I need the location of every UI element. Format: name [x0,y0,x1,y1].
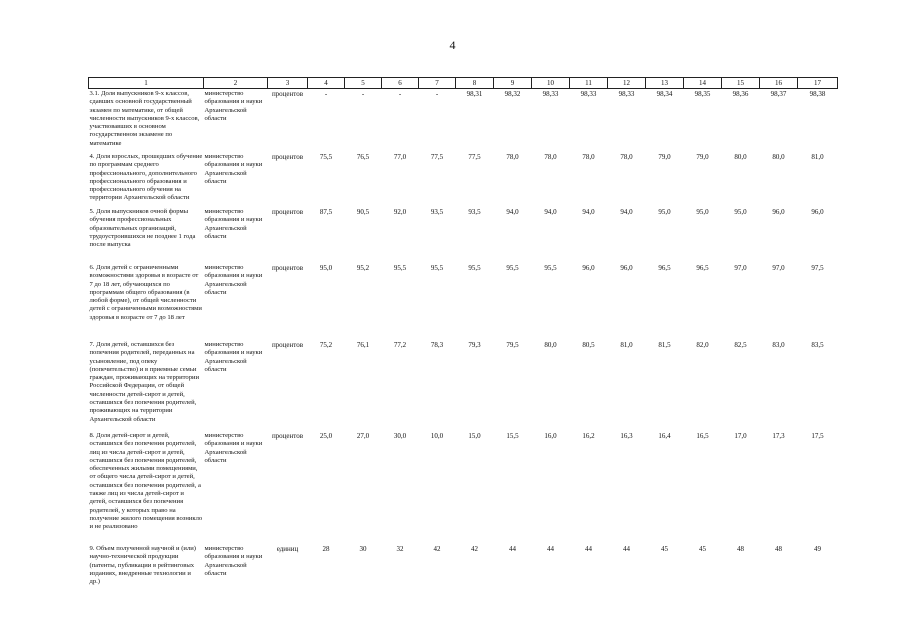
value-cell: 83,5 [811,341,824,349]
header-cell: 3 [268,78,308,89]
header-cell: 16 [760,78,798,89]
unit-cell: процентов [271,341,304,349]
indicators-table [88,77,838,597]
header-cell: 1 [89,78,204,89]
value-cell: 97,0 [772,264,785,272]
value-cell: 82,0 [696,341,709,349]
table-row [89,152,838,207]
value-cell: 76,1 [356,341,370,349]
value-cell: 95,5 [430,264,444,272]
unit-cell: процентов [271,208,304,216]
unit-cell: процентов [271,90,304,98]
value-cell: 79,0 [696,153,709,161]
value-cell: 95,5 [544,264,557,272]
value-cell: 30 [359,545,367,553]
value-cell: 93,5 [430,208,444,216]
table-row [89,544,838,597]
responsible-ministry: министерство образования и науки Архангельской области [204,545,263,577]
value-cell: 87,5 [319,208,333,216]
value-cell: 98,37 [770,90,787,98]
value-cell: 95,0 [658,208,671,216]
value-cell: 77,5 [430,153,444,161]
value-cell: 96,0 [811,208,824,216]
value-cell: 93,5 [468,208,481,216]
header-cell: 17 [798,78,838,89]
value-cell: 17,0 [734,432,747,440]
value-cell: 96,0 [582,264,595,272]
value-cell: 97,0 [734,264,747,272]
header-cell: 7 [419,78,456,89]
value-cell: 78,3 [430,341,444,349]
table-row [89,263,838,340]
indicator-name: 6. Доля детей с ограниченными возможностями здоровья в возрасте от 7 до 18 лет, обучающихся по программам общего образования (в любой форме), от общей численности детей с ограниченными возможностями здоровья в возрасте от 7 до 18 лет [89,264,202,321]
value-cell: 77,2 [393,341,407,349]
header-cell: 6 [382,78,419,89]
value-cell: 42 [433,545,441,553]
responsible-ministry: министерство образования и науки Архангельской области [204,208,263,240]
indicator-name: 4. Доля взрослых, прошедших обучение по программам среднего профессионального, дополнительного профессионального образования и профессионального обучения на территории Архангельской области [89,153,203,202]
value-cell: 95,5 [468,264,481,272]
header-cell: 11 [570,78,608,89]
value-cell: - [435,90,439,98]
value-cell: 98,33 [618,90,635,98]
value-cell: 81,0 [620,341,633,349]
value-cell: 32 [396,545,404,553]
value-cell: 95,0 [319,264,333,272]
value-cell: 44 [509,545,516,553]
value-cell: 82,5 [734,341,747,349]
value-cell: 78,0 [506,153,519,161]
table-row [89,89,838,153]
value-cell: 17,5 [811,432,824,440]
value-cell: 76,5 [356,153,370,161]
value-cell: 80,0 [544,341,557,349]
value-cell: 25,0 [319,432,333,440]
value-cell: 98,33 [542,90,559,98]
value-cell: 44 [585,545,592,553]
header-cell: 15 [722,78,760,89]
value-cell: 10,0 [430,432,444,440]
value-cell: 49 [814,545,821,553]
header-row [89,78,838,89]
value-cell: 17,3 [772,432,785,440]
value-cell: 79,3 [468,341,481,349]
value-cell: 98,35 [694,90,711,98]
value-cell: 48 [775,545,782,553]
value-cell: 16,2 [582,432,595,440]
indicator-name: 3.1. Доля выпускников 9-х классов, сдавших основной государственный экзамен по математике, от общей численности выпускников 9-х классов, участвовавших в основном государственном экзамене по математике [89,90,200,147]
table-row [89,207,838,263]
page-number: 4 [449,38,456,52]
value-cell: 94,0 [544,208,557,216]
responsible-ministry: министерство образования и науки Архангельской области [204,432,263,464]
value-cell: 95,5 [393,264,407,272]
value-cell: 16,4 [658,432,671,440]
value-cell: 96,0 [772,208,785,216]
header-cell: 9 [494,78,532,89]
value-cell: 30,0 [393,432,407,440]
value-cell: 45 [661,545,668,553]
value-cell: - [398,90,402,98]
header-cell: 4 [308,78,345,89]
responsible-ministry: министерство образования и науки Архангельской области [204,341,263,373]
header-cell: 14 [684,78,722,89]
value-cell: 98,31 [466,90,483,98]
value-cell: 80,0 [772,153,785,161]
indicator-name: 8. Доля детей-сирот и детей, оставшихся без попечения родителей, лиц из числа детей-сирот и детей, оставшихся без попечения родителей, обеспеченных жилыми помещениями, от общего числа детей-сирот и детей, оставшихся без попечения родителей, а также лиц из числа детей-сирот и детей, оставшихся без попечения родителей, у которых право на получение жилого помещения возникло и не реализовано [89,432,203,531]
header-cell: 12 [608,78,646,89]
value-cell: 96,5 [658,264,671,272]
value-cell: 81,5 [658,341,671,349]
value-cell: 15,5 [506,432,519,440]
value-cell: 75,2 [319,341,333,349]
value-cell: 83,0 [772,341,785,349]
unit-cell: процентов [271,432,304,440]
value-cell: 97,5 [811,264,824,272]
value-cell: 78,0 [620,153,633,161]
value-cell: 80,0 [734,153,747,161]
header-cell: 13 [646,78,684,89]
value-cell: 81,0 [811,153,824,161]
value-cell: 48 [737,545,744,553]
value-cell: 98,33 [580,90,597,98]
value-cell: 90,5 [356,208,370,216]
value-cell: 98,32 [504,90,521,98]
header-cell: 8 [456,78,494,89]
value-cell: 98,36 [732,90,749,98]
header-cell: 2 [204,78,268,89]
value-cell: 77,5 [468,153,481,161]
value-cell: 16,5 [696,432,709,440]
value-cell: - [324,90,328,98]
table-body [89,89,838,598]
value-cell: 96,5 [696,264,709,272]
value-cell: 44 [547,545,554,553]
unit-cell: процентов [271,264,304,272]
value-cell: 77,0 [393,153,407,161]
value-cell: 94,0 [506,208,519,216]
responsible-ministry: министерство образования и науки Архангельской области [204,264,263,296]
value-cell: 15,0 [468,432,481,440]
value-cell: 16,0 [544,432,557,440]
indicator-name: 5. Доля выпускников очной формы обучения профессиональных образовательных организаций, трудоустроившихся не позднее 1 года после выпуска [89,208,196,249]
unit-cell: процентов [271,153,304,161]
value-cell: 79,5 [506,341,519,349]
value-cell: 80,5 [582,341,595,349]
value-cell: 94,0 [620,208,633,216]
value-cell: 45 [699,545,706,553]
value-cell: 95,0 [696,208,709,216]
value-cell: 28 [322,545,330,553]
unit-cell: единиц [276,545,299,553]
value-cell: 78,0 [544,153,557,161]
value-cell: 42 [471,545,478,553]
value-cell: 95,5 [506,264,519,272]
header-cell: 5 [345,78,382,89]
value-cell: 27,0 [356,432,370,440]
responsible-ministry: министерство образования и науки Архангельской области [204,90,263,122]
value-cell: 95,0 [734,208,747,216]
value-cell: 98,34 [656,90,673,98]
value-cell: 79,0 [658,153,671,161]
indicator-name: 9. Объем полученной научной и (или) научно-технической продукции (патенты, публикации в рейтинговых изданиях, внедренные технологии и др.) [89,545,196,586]
value-cell: 92,0 [393,208,407,216]
value-cell: 98,38 [809,90,826,98]
table-row [89,340,838,431]
responsible-ministry: министерство образования и науки Архангельской области [204,153,263,185]
indicator-name: 7. Доля детей, оставшихся без попечения родителей, переданных на усыновление, под опеку (попечительство) и в приемные семьи граждан, проживающих на территории Российской Федерации, от общей численности детей-сирот и детей, оставшихся без попечения родителей, проживающих на территории Архангельской области [89,341,200,423]
table-row [89,431,838,544]
value-cell: 96,0 [620,264,633,272]
value-cell: 94,0 [582,208,595,216]
header-cell: 10 [532,78,570,89]
value-cell: 78,0 [582,153,595,161]
value-cell: 75,5 [319,153,333,161]
value-cell: 44 [623,545,630,553]
value-cell: 95,2 [356,264,370,272]
value-cell: 16,3 [620,432,633,440]
value-cell: - [361,90,365,98]
